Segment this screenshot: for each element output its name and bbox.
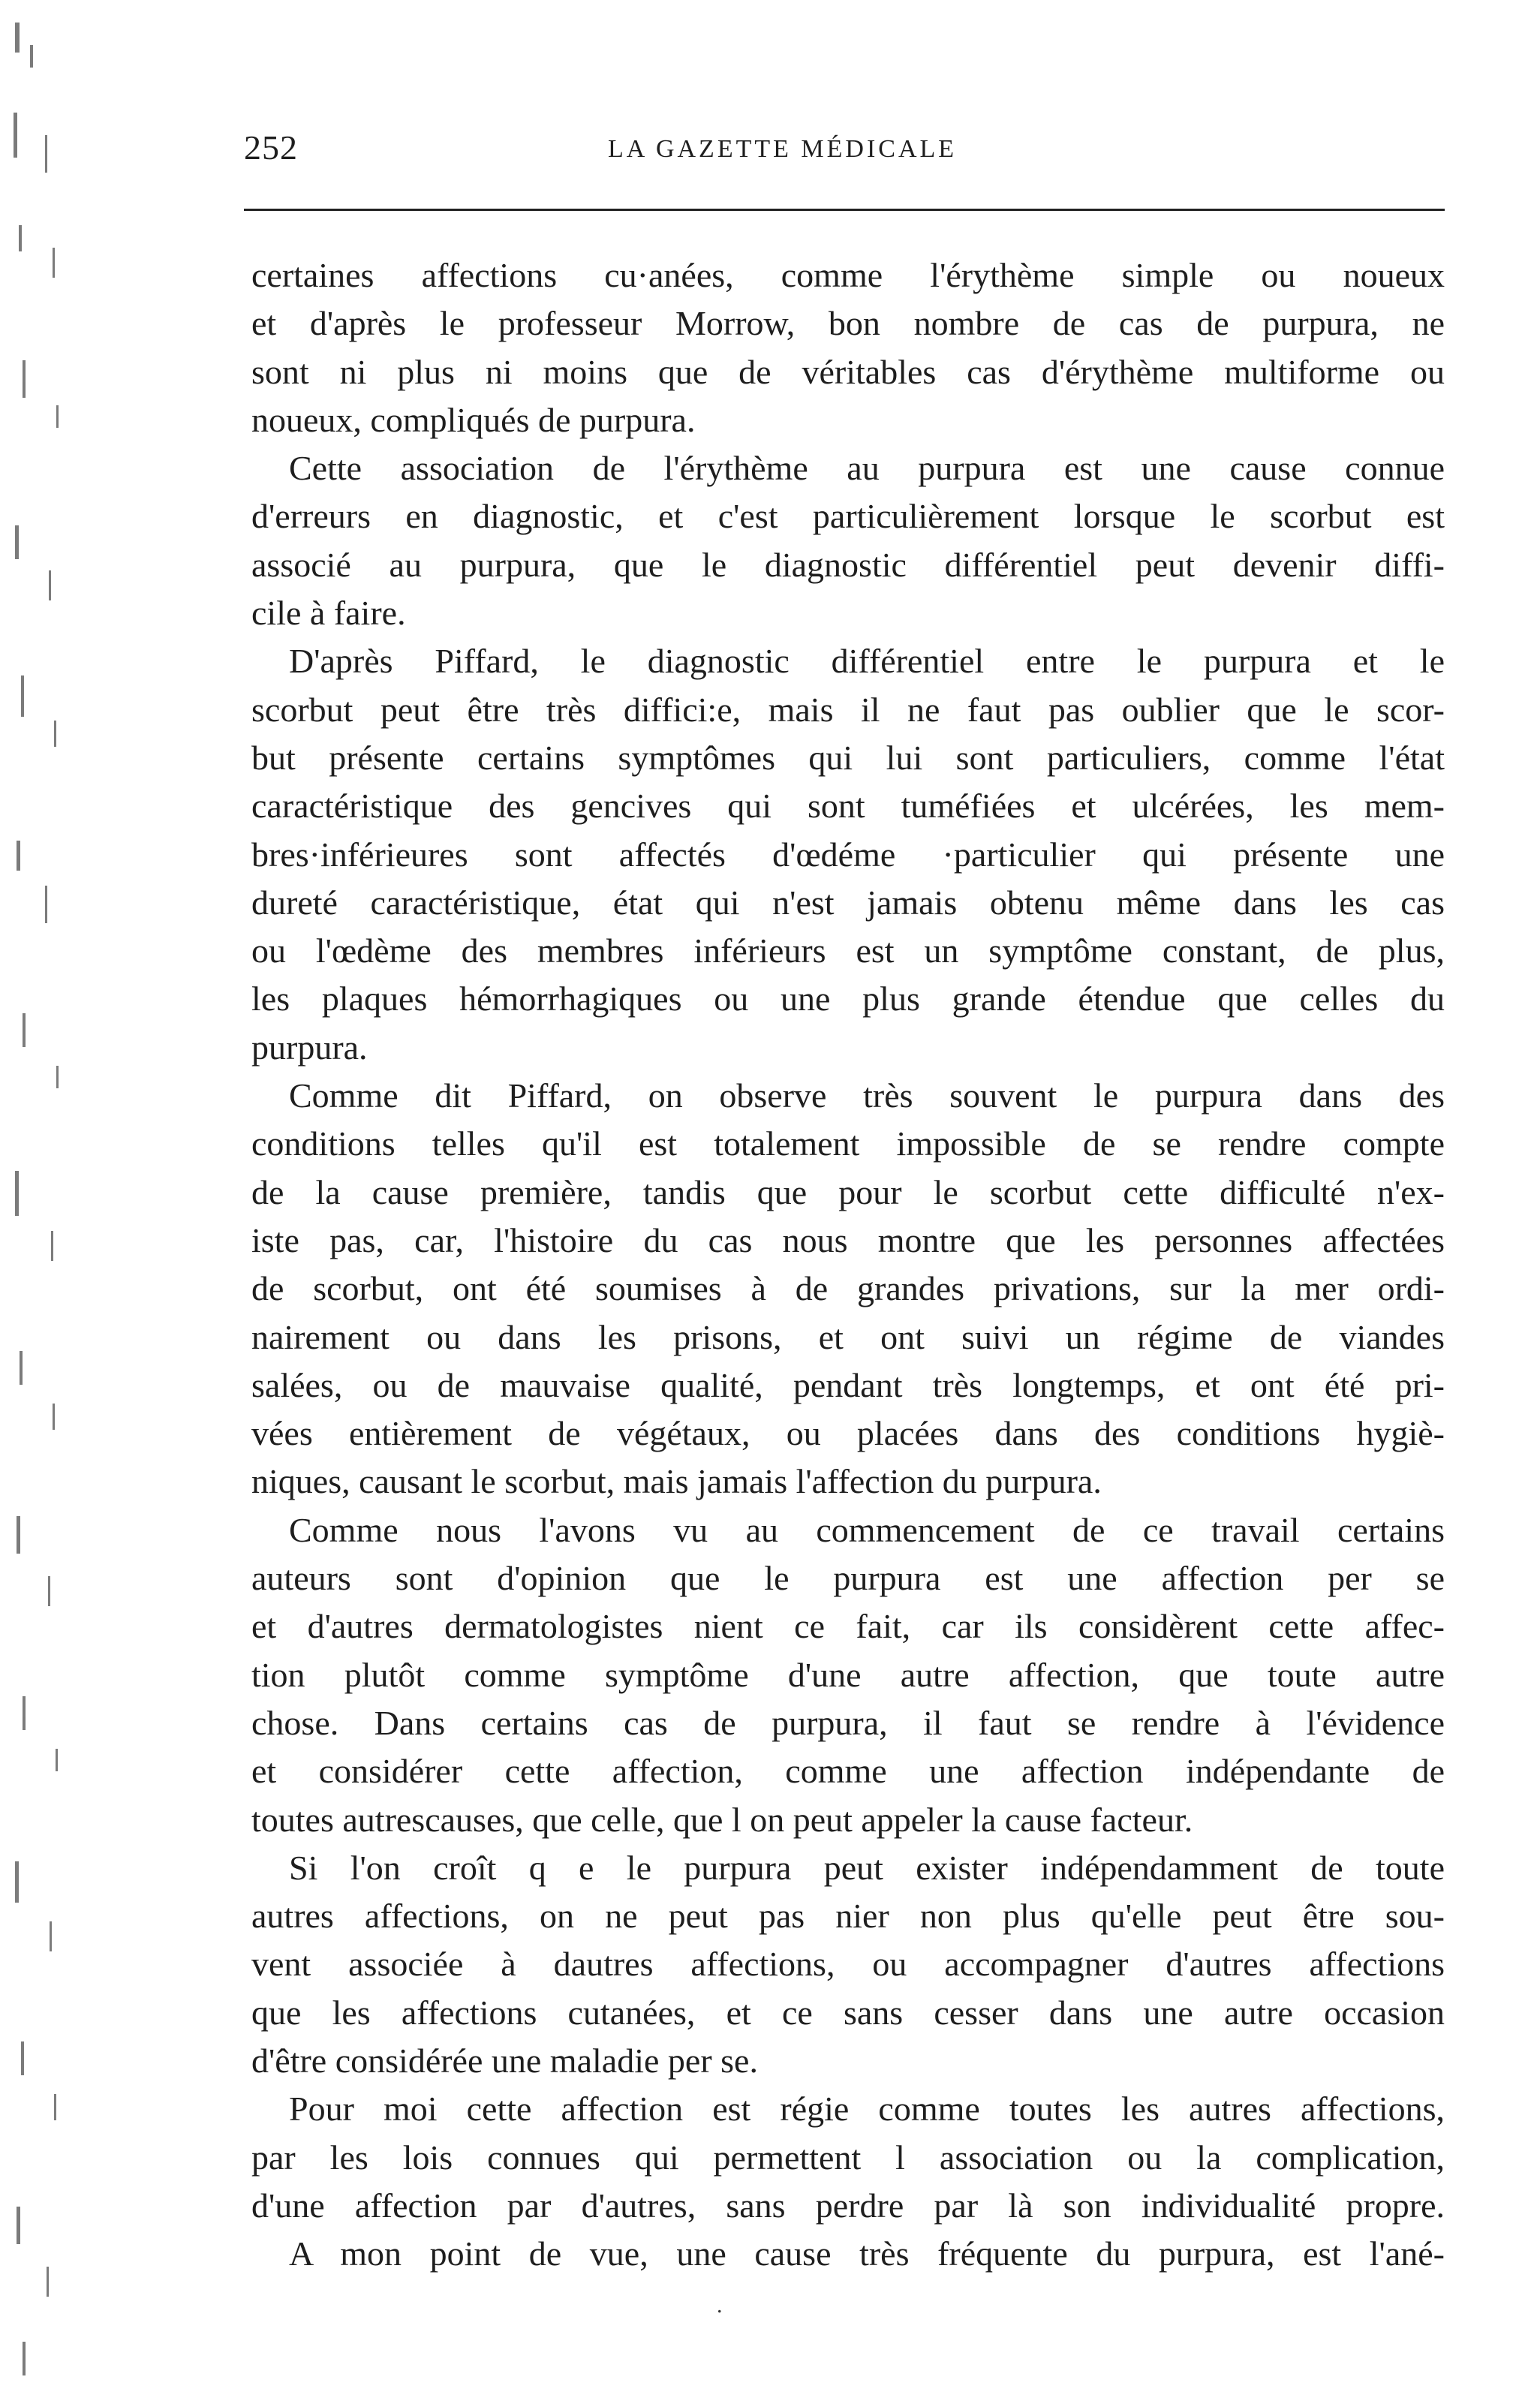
text-line: dureté caractéristique, état qui n'est jamais obtenu même dans les cas <box>251 883 1445 922</box>
text-line: Pour moi cette affection est régie comme toutes les autres affections, <box>289 2090 1445 2129</box>
text-line: conditions telles qu'il est totalement impossible de se rendre compte <box>251 1124 1445 1163</box>
text-line: iste pas, car, l'histoire du cas nous montre que les personnes affectées <box>251 1220 1445 1259</box>
text-line: et d'après le professeur Morrow, bon nombre de cas de purpura, ne <box>251 304 1445 343</box>
text-line: Si l'on croît q e le purpura peut exister indépendamment de toute <box>289 1848 1445 1887</box>
page-header <box>244 128 1445 180</box>
footer-mark: . <box>717 2293 723 2318</box>
text-line: D'après Piffard, le diagnostic différentiel entre le purpura et le <box>289 642 1445 681</box>
text-line: de scorbut, ont été soumises à de grandes privations, sur la mer ordi- <box>251 1269 1445 1308</box>
body-text <box>251 251 1445 2278</box>
text-line: sont ni plus ni moins que de véritables cas d'érythème multiforme ou <box>251 352 1445 391</box>
text-line: certaines affections cu·anées, comme l'érythème simple ou noueux <box>251 256 1445 294</box>
text-line: Comme nous l'avons vu au commencement de ce travail certains <box>289 1510 1445 1549</box>
text-line: de la cause première, tandis que pour le scorbut cette difficulté n'ex- <box>251 1172 1445 1211</box>
binding-gutter-marks <box>0 0 113 2401</box>
text-line: toutes autrescauses, que celle, que l on peut appeler la cause facteur. <box>251 1800 1193 1839</box>
text-line: d'erreurs en diagnostic, et c'est particulièrement lorsque le scorbut est <box>251 497 1445 536</box>
text-line: auteurs sont d'opinion que le purpura est une affection per se <box>251 1559 1445 1598</box>
text-line: et considérer cette affection, comme une affection indépendante de <box>251 1752 1445 1791</box>
text-line: but présente certains symptômes qui lui sont particuliers, comme l'état <box>251 738 1445 777</box>
text-line: autres affections, on ne peut pas nier non plus qu'elle peut être sou- <box>251 1897 1445 1936</box>
text-line: cile à faire. <box>251 594 406 633</box>
text-line: noueux, compliqués de purpura. <box>251 400 696 439</box>
header-rule <box>244 209 1445 211</box>
text-line: d'être considérée une maladie per se. <box>251 2041 758 2080</box>
text-line: par les lois connues qui permettent l association ou la complication, <box>251 2138 1445 2177</box>
text-line: associé au purpura, que le diagnostic différentiel peut devenir diffi- <box>251 545 1445 584</box>
text-line: purpura. <box>251 1027 368 1067</box>
text-line: d'une affection par d'autres, sans perdre par là son individualité propre. <box>251 2186 1445 2225</box>
text-line: Comme dit Piffard, on observe très souvent le purpura dans des <box>289 1076 1445 1115</box>
text-line: ou l'œdème des membres inférieurs est un symptôme constant, de plus, <box>251 931 1445 970</box>
text-line: chose. Dans certains cas de purpura, il faut se rendre à l'évidence <box>251 1703 1445 1742</box>
text-line: vées entièrement de végétaux, ou placées dans des conditions hygiè- <box>251 1414 1445 1453</box>
text-line: et d'autres dermatologistes nient ce fait, car ils considèrent cette affec- <box>251 1607 1445 1646</box>
text-line: nairement ou dans les prisons, et ont suivi un régime de viandes <box>251 1317 1445 1356</box>
text-line: caractéristique des gencives qui sont tuméfiées et ulcérées, les mem- <box>251 787 1445 826</box>
text-line: les plaques hémorrhagiques ou une plus grande étendue que celles du <box>251 979 1445 1018</box>
text-line: tion plutôt comme symptôme d'une autre affection, que toute autre <box>251 1655 1445 1694</box>
page-number: 252 <box>244 128 298 167</box>
text-line: salées, ou de mauvaise qualité, pendant très longtemps, et ont été pri- <box>251 1365 1445 1404</box>
text-line: niques, causant le scorbut, mais jamais l'affection du purpura. <box>251 1462 1102 1501</box>
running-title: LA GAZETTE MÉDICALE <box>608 135 958 163</box>
text-line: vent associée à dautres affections, ou accompagner d'autres affections <box>251 1945 1445 1984</box>
text-line: scorbut peut être très diffici:e, mais il ne faut pas oublier que le scor- <box>251 690 1445 729</box>
text-line: que les affections cutanées, et ce sans cesser dans une autre occasion <box>251 1993 1445 2032</box>
text-line: A mon point de vue, une cause très fréquente du purpura, est l'ané- <box>289 2234 1445 2273</box>
text-line: Cette association de l'érythème au purpura est une cause connue <box>289 449 1445 488</box>
text-line: bres·inférieures sont affectés d'œdéme ·particulier qui présente une <box>251 835 1445 874</box>
